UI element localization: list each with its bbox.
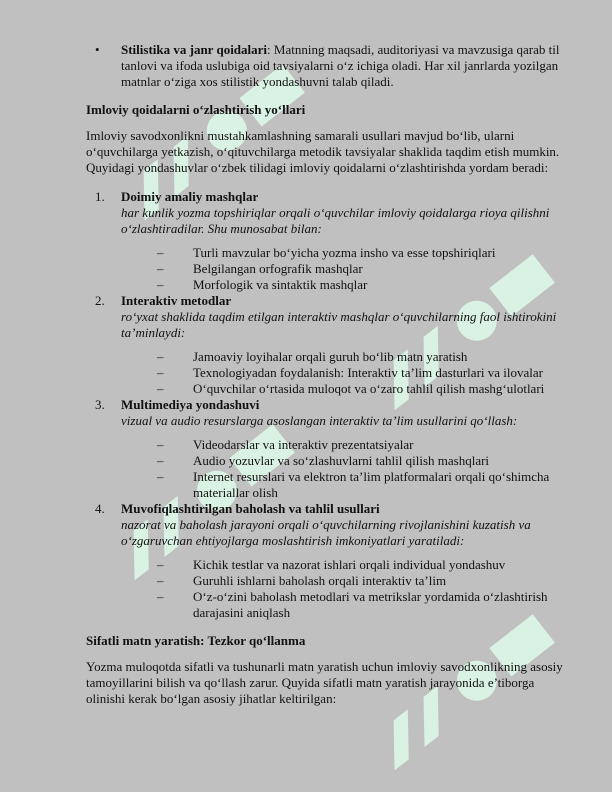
sub-list (121, 245, 570, 293)
sub-list-item (157, 245, 570, 261)
sub-item-text: Guruhli ishlarni baholash orqali interaktiv ta’lim (193, 573, 447, 588)
list-item (86, 293, 570, 397)
section-heading: Sifatli matn yaratish: Tezkor qo‘llanma (86, 633, 306, 648)
item-description: ro‘yxat shaklida taqdim etilgan interaktiv mashqlar o‘quvchilarning faol ishtirokini ta’minlaydi: (121, 309, 557, 340)
item-number: 3. (95, 397, 105, 412)
item-description: vizual va audio resurslarga asoslangan interaktiv ta’lim usullarini qo‘llash: (121, 413, 518, 428)
item-title: Interaktiv metodlar (121, 293, 232, 308)
sub-list-item (157, 277, 570, 293)
document-content (86, 42, 570, 720)
dash-symbol: – (157, 277, 164, 292)
sub-list-item (157, 365, 570, 381)
section-intro: Yozma muloqotda sifatli va tushunarli matn yaratish uchun imloviy savodxonlikning asosiy tamoyillarini bilish va qo‘llash zarur. Quyida sifatli matn yaratish jarayonida e’tiborga olinishi kerak bo‘lgan asosiy jihatlar keltirilgan: (86, 659, 563, 706)
sub-list-item (157, 557, 570, 573)
sub-list (121, 349, 570, 397)
item-title: Muvofiqlashtirilgan baholash va tahlil usullari (121, 501, 380, 516)
dash-symbol: – (157, 349, 164, 364)
dash-symbol: – (157, 381, 164, 396)
dash-symbol: – (157, 469, 164, 484)
sub-item-text: Texnologiyadan foydalanish: Interaktiv ta’lim dasturlari va ilovalar (193, 365, 543, 380)
item-title: Multimediya yondashuvi (121, 397, 260, 412)
item-number: 1. (95, 189, 105, 204)
sub-item-text: O‘z-o‘zini baholash metodlari va metrikslar yordamida o‘zlashtirish darajasini aniqlash (193, 589, 548, 620)
list-item (86, 189, 570, 293)
sub-item-text: Videodarslar va interaktiv prezentatsiyalar (193, 437, 414, 452)
bullet-symbol: • (95, 42, 100, 57)
item-description: har kunlik yozma topshiriqlar orqali o‘quvchilar imloviy qoidalarga rioya qilishni o‘zlashtiradilar. Shu munosabat bilan: (121, 205, 550, 236)
sub-list-item (157, 469, 570, 501)
sub-list-item (157, 453, 570, 469)
sub-list-item (157, 589, 570, 621)
list-item (86, 501, 570, 621)
dash-symbol: – (157, 245, 164, 260)
sub-item-text: Turli mavzular bo‘yicha yozma insho va esse topshiriqlari (193, 245, 496, 260)
item-number: 2. (95, 293, 105, 308)
item-description: nazorat va baholash jarayoni orqali o‘quvchilarning rivojlanishini kuzatish va o‘zgaruvchan ehtiyojlarga moslashtirish imkoniyatlari yaratiladi: (121, 517, 531, 548)
dash-symbol: – (157, 589, 164, 604)
bullet-item (86, 42, 570, 90)
dash-symbol: – (157, 453, 164, 468)
dash-symbol: – (157, 261, 164, 276)
section-heading: Imloviy qoidalarni o‘zlashtirish yo‘llari (86, 102, 306, 117)
section-intro: Imloviy savodxonlikni mustahkamlashning samarali usullari mavjud bo‘lib, ularni o‘quvchilarga yetkazish, o‘qituvchilarga metodik tavsiyalar shaklida taqdim etish mumkin. Quyidagi yondashuvlar o‘zbek tilidagi imloviy qoidalarni o‘zlashtirishda yordam beradi: (86, 128, 560, 175)
sub-item-text: Audio yozuvlar va so‘zlashuvlarni tahlil qilish mashqlari (193, 453, 490, 468)
dash-symbol: – (157, 557, 164, 572)
list-item (86, 397, 570, 501)
sub-list-item (157, 261, 570, 277)
item-title: Doimiy amaliy mashqlar (121, 189, 259, 204)
sub-list-item (157, 349, 570, 365)
sub-item-text: Morfologik va sintaktik mashqlar (193, 277, 368, 292)
item-number: 4. (95, 501, 105, 516)
sub-item-text: Kichik testlar va nazorat ishlari orqali individual yondashuv (193, 557, 506, 572)
bullet-title: Stilistika va janr qoidalari (121, 42, 268, 57)
dash-symbol: – (157, 365, 164, 380)
sub-item-text: Jamoaviy loyihalar orqali guruh bo‘lib matn yaratish (193, 349, 468, 364)
sub-list (121, 557, 570, 621)
sub-list-item (157, 573, 570, 589)
dash-symbol: – (157, 573, 164, 588)
bullet-text: : Matnning maqsadi, auditoriyasi va mavzusiga qarab til tanlovi va ifoda uslubiga oid tavsiyalarni o‘z ichiga oladi. Har xil janrlarda yozilgan matnlar o‘ziga xos stilistik yondashuvni talab qiladi. (121, 42, 560, 89)
numbered-list (86, 189, 570, 621)
dash-symbol: – (157, 437, 164, 452)
sub-list-item (157, 437, 570, 453)
sub-item-text: Belgilangan orfografik mashqlar (193, 261, 363, 276)
sub-list (121, 437, 570, 501)
sub-list-item (157, 381, 570, 397)
sub-item-text: Internet resurslari va elektron ta’lim platformalari orqali qo‘shimcha materiallar olish (193, 469, 550, 500)
sub-item-text: O‘quvchilar o‘rtasida muloqot va o‘zaro tahlil qilish mashg‘ulotlari (193, 381, 545, 396)
